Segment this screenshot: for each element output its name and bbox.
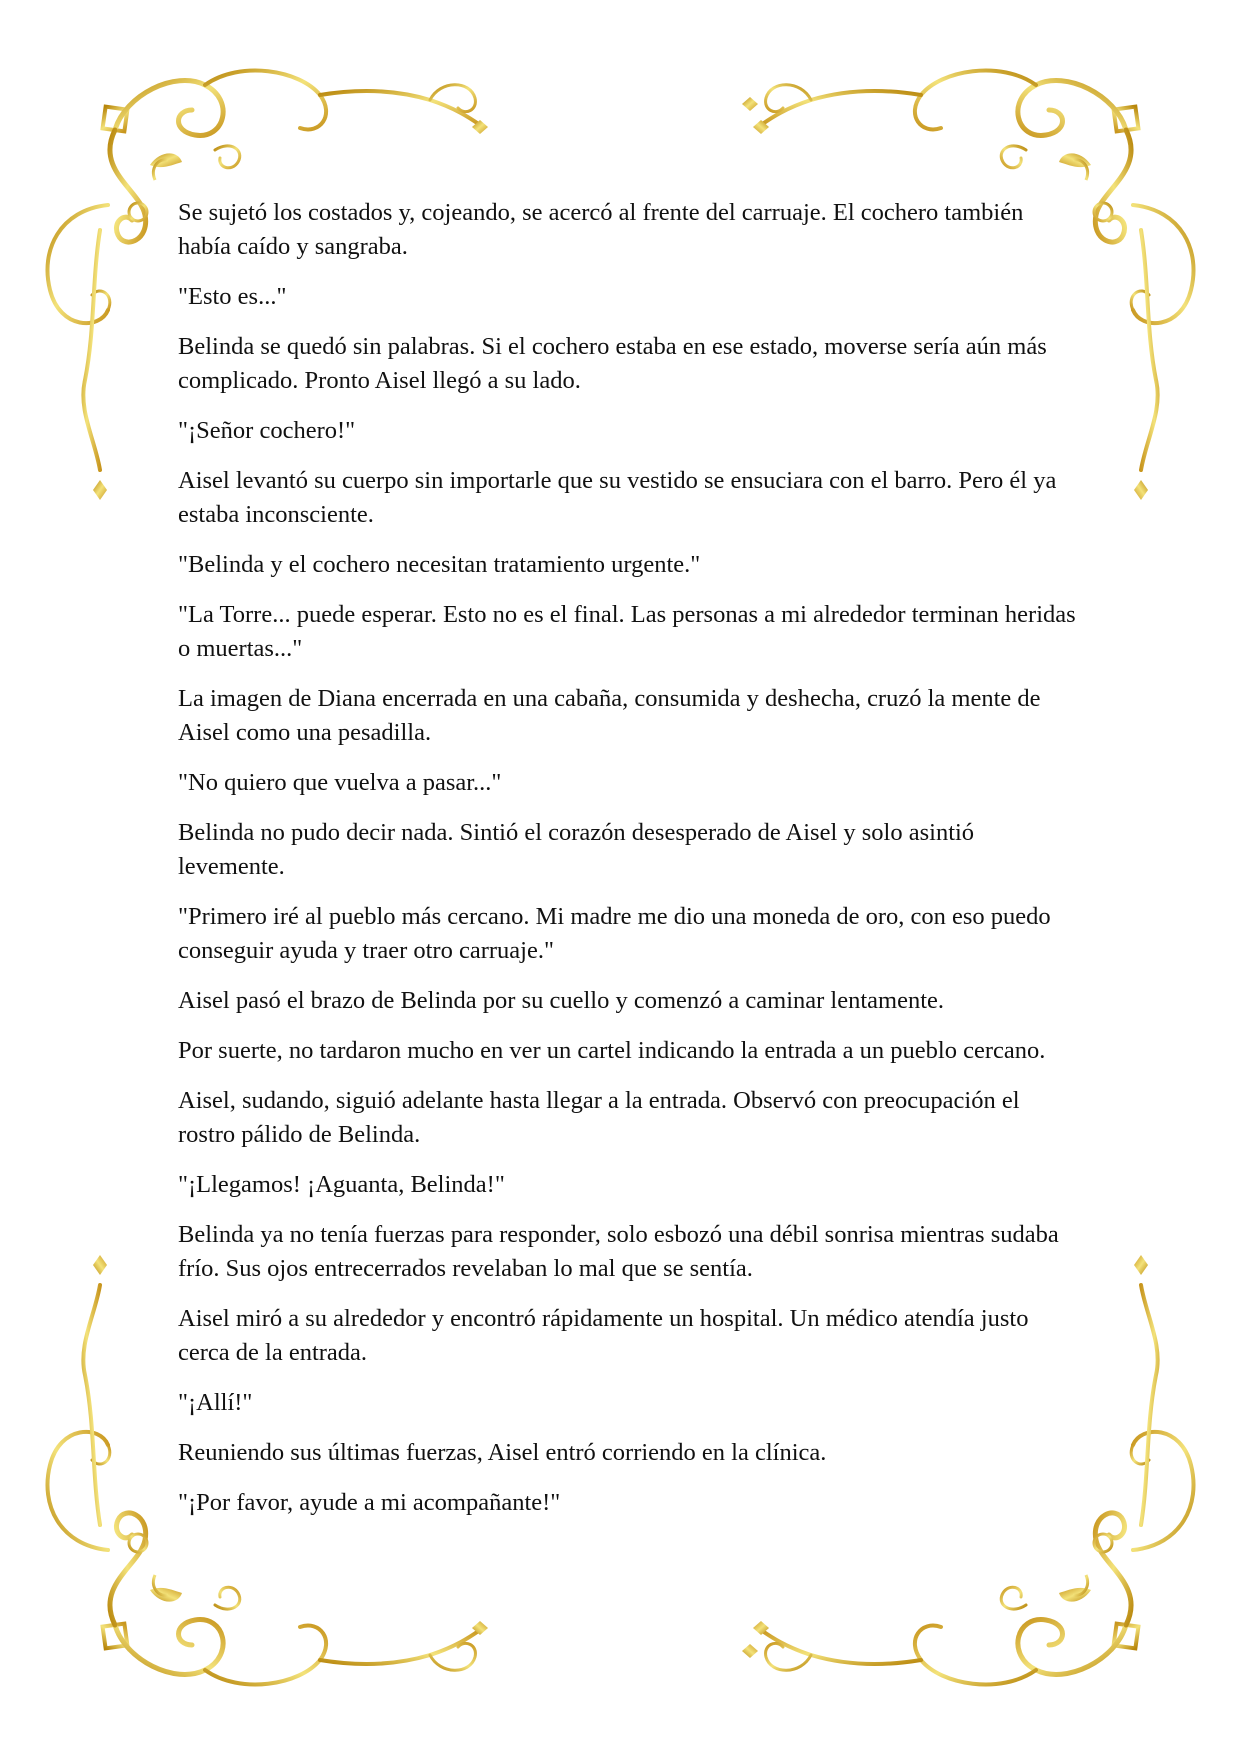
paragraph: Belinda no pudo decir nada. Sintió el corazón desesperado de Aisel y solo asintió levemente.	[178, 819, 975, 880]
paragraph: "Esto es..."	[178, 283, 287, 310]
paragraph: Belinda se quedó sin palabras. Si el cochero estaba en ese estado, moverse sería aún más complicado. Pronto Aisel llegó a su lado.	[178, 333, 1047, 394]
paragraph: Aisel, sudando, siguió adelante hasta llegar a la entrada. Observó con preocupación el rostro pálido de Belinda.	[178, 1087, 1020, 1148]
paragraph: "No quiero que vuelva a pasar..."	[178, 769, 502, 796]
paragraph: "¡Por favor, ayude a mi acompañante!"	[178, 1489, 561, 1516]
paragraph: "Primero iré al pueblo más cercano. Mi madre me dio una moneda de oro, con eso puedo conseguir ayuda y traer otro carruaje."	[178, 903, 1051, 964]
paragraph: Por suerte, no tardaron mucho en ver un cartel indicando la entrada a un pueblo cercano.	[178, 1037, 1046, 1064]
paragraph: "¡Señor cochero!"	[178, 417, 356, 444]
paragraph: "¡Allí!"	[178, 1389, 253, 1416]
paragraph: Reuniendo sus últimas fuerzas, Aisel entró corriendo en la clínica.	[178, 1439, 827, 1466]
story-text	[178, 196, 1078, 1536]
paragraph: Belinda ya no tenía fuerzas para responder, solo esbozó una débil sonrisa mientras sudaba frío. Sus ojos entrecerrados revelaban lo mal que se sentía.	[178, 1221, 1059, 1282]
paragraph: Aisel miró a su alrededor y encontró rápidamente un hospital. Un médico atendía justo cerca de la entrada.	[178, 1305, 1029, 1366]
paragraph: Se sujetó los costados y, cojeando, se acercó al frente del carruaje. El cochero también había caído y sangraba.	[178, 199, 1024, 260]
paragraph: La imagen de Diana encerrada en una cabaña, consumida y deshecha, cruzó la mente de Aisel como una pesadilla.	[178, 685, 1041, 746]
paragraph: "La Torre... puede esperar. Esto no es el final. Las personas a mi alrededor terminan heridas o muertas..."	[178, 601, 1076, 662]
paragraph: Aisel levantó su cuerpo sin importarle que su vestido se ensuciara con el barro. Pero él ya estaba inconsciente.	[178, 467, 1057, 528]
paragraph: "¡Llegamos! ¡Aguanta, Belinda!"	[178, 1171, 505, 1198]
paragraph: "Belinda y el cochero necesitan tratamiento urgente."	[178, 551, 701, 578]
paragraph: Aisel pasó el brazo de Belinda por su cuello y comenzó a caminar lentamente.	[178, 987, 945, 1014]
